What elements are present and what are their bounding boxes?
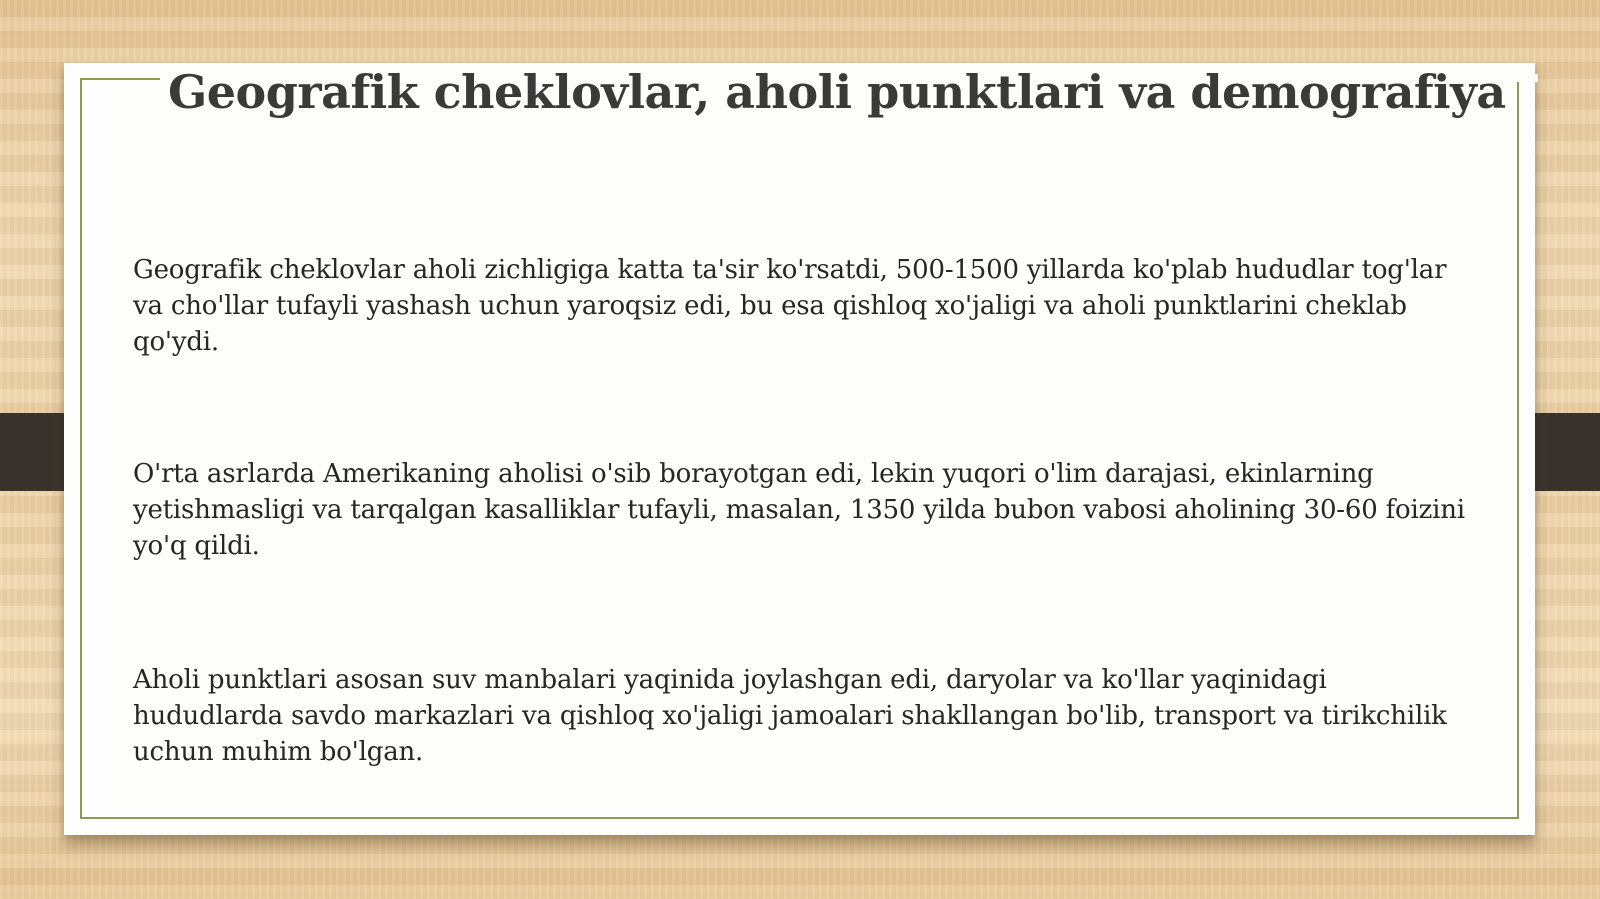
slide-title: Geografik cheklovlar, aholi punktlari va demografiya xyxy=(168,65,1506,119)
paragraph-settlements: Aholi punktlari asosan suv manbalari yaqinida joylashgan edi, daryolar va ko'llar yaqinidagi hududlarda savdo markazlari va qishloq xo'jaligi jamoalari shakllangan bo'lib, transport va tirikchilik uchun muhim bo'lgan. xyxy=(133,665,1447,767)
paragraph-population-decline: O'rta asrlarda Amerikaning aholisi o'sib borayotgan edi, lekin yuqori o'lim darajasi, ekinlarning yetishmasligi va tarqalgan kasalliklar tufayli, masalan, 1350 yilda bubon vabosi aholining 30-60 foizini yo'q qildi. xyxy=(133,459,1465,561)
paragraph-geographic-limits: Geografik cheklovlar aholi zichligiga katta ta'sir ko'rsatdi, 500-1500 yillarda ko'plab hududlar tog'lar va cho'llar tufayli yashash uchun yaroqsiz edi, bu esa qishloq xo'jaligi va aholi punktlarini cheklab qo'ydi. xyxy=(133,255,1447,357)
